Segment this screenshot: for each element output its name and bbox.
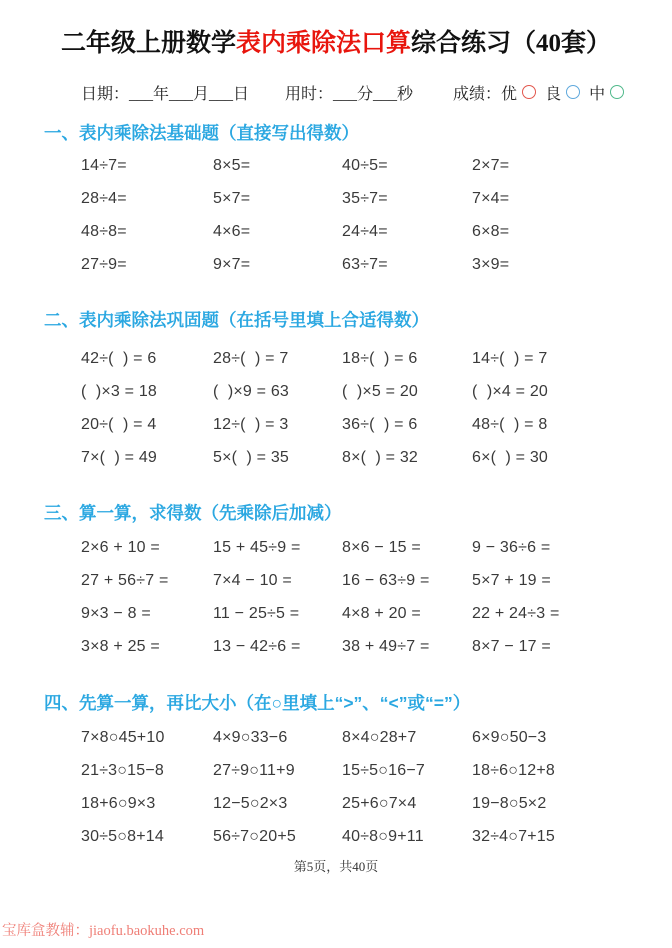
problem: 38 + 49÷7 = <box>342 638 430 656</box>
section-3-problems-grid <box>81 532 662 664</box>
problem: 11 − 25÷5 = <box>213 605 300 623</box>
score-circle-good <box>566 85 580 99</box>
problem: 7×4= <box>472 189 510 207</box>
problem: 20÷( ) = 4 <box>81 415 157 433</box>
problem: 15 + 45÷9 = <box>213 539 301 557</box>
problem: 12−5○2×3 <box>213 795 288 812</box>
problem: 18÷( ) = 6 <box>342 349 418 367</box>
problem: 14÷( ) = 7 <box>472 349 548 367</box>
section-1-problems-grid <box>81 149 662 281</box>
problem: 25+6○7×4 <box>342 795 417 812</box>
score-label: 成绩： <box>453 85 502 103</box>
problem: 3×9= <box>472 255 510 273</box>
info-line <box>81 81 672 104</box>
problem: 19−8○5×2 <box>472 795 547 812</box>
problem: 18+6○9×3 <box>81 795 156 812</box>
page-title <box>16 28 656 61</box>
problem: 4×9○33−6 <box>213 729 288 746</box>
problem: ( )×3 = 18 <box>81 382 158 400</box>
problem: 9×3 − 8 = <box>81 605 151 623</box>
problem: 5×7= <box>213 189 251 207</box>
score-option-medium-label: 中 <box>589 85 606 103</box>
problem: ( )×4 = 20 <box>472 382 549 400</box>
problem: 21÷3○15−8 <box>81 762 164 779</box>
problem: 28÷4= <box>81 189 127 207</box>
section-4-heading: 四、先算一算，再比大小（在○里填上“>”、“<”或“=”） <box>44 692 471 713</box>
problem: 27÷9= <box>81 255 127 273</box>
problem: 28÷( ) = 7 <box>213 349 289 367</box>
score-option-excellent-label: 优 <box>501 85 518 103</box>
problem: 24÷4= <box>342 222 388 240</box>
section-comparison-problems <box>0 692 672 854</box>
problem: 9×7= <box>213 255 251 273</box>
problem: 8×4○28+7 <box>342 729 417 746</box>
problem: 35÷7= <box>342 189 388 207</box>
score-field <box>453 81 633 104</box>
problem: 48÷8= <box>81 222 127 240</box>
problem: 15÷5○16−7 <box>342 762 425 779</box>
score-circle-medium <box>610 85 624 99</box>
title-highlight: 表内乘除法口算 <box>235 30 411 57</box>
section-fill-blank-problems <box>0 309 672 474</box>
problem: ( )×5 = 20 <box>342 382 419 400</box>
date-field: 日期：___年___月___日 <box>81 85 250 103</box>
problem: 9 − 36÷6 = <box>472 539 551 557</box>
section-3-heading: 三、算一算，求得数（先乘除后加减） <box>44 503 342 523</box>
section-4-problems-grid <box>81 722 662 854</box>
problem: 30÷5○8+14 <box>81 828 164 845</box>
problem: 48÷( ) = 8 <box>472 415 548 433</box>
problem: 63÷7= <box>342 255 388 273</box>
section-2-problems-grid <box>81 342 662 474</box>
problem: 27 + 56÷7 = <box>81 572 169 590</box>
problem: 6×( ) = 30 <box>472 448 549 466</box>
problem: 42÷( ) = 6 <box>81 349 157 367</box>
problem: 27÷9○11+9 <box>213 762 295 779</box>
problem: 18÷6○12+8 <box>472 762 555 779</box>
title-prefix: 二年级上册数学 <box>60 30 236 57</box>
page-number: 第5页，共40页 <box>293 858 379 874</box>
problem: 6×9○50−3 <box>472 729 547 746</box>
problem: 22 + 24÷3 = <box>472 605 560 623</box>
problem: 8×6 − 15 = <box>342 539 421 557</box>
problem: 3×8 + 25 = <box>81 638 160 656</box>
problem: 12÷( ) = 3 <box>213 415 289 433</box>
section-mixed-operations <box>0 502 672 664</box>
problem: 5×7 + 19 = <box>472 572 551 590</box>
problem: 14÷7= <box>81 156 127 174</box>
problem: 8×5= <box>213 156 251 174</box>
problem: 5×( ) = 35 <box>213 448 290 466</box>
problem: 8×( ) = 32 <box>342 448 419 466</box>
problem: 16 − 63÷9 = <box>342 572 430 590</box>
problem: 6×8= <box>472 222 510 240</box>
problem: 4×8 + 20 = <box>342 605 421 623</box>
time-field: 用时：___分___秒 <box>285 85 414 103</box>
problem: 32÷4○7+15 <box>472 828 555 845</box>
score-option-good <box>545 81 580 104</box>
score-option-good-label: 良 <box>545 85 562 103</box>
problem: 2×7= <box>472 156 510 174</box>
problem: 36÷( ) = 6 <box>342 415 418 433</box>
section-2-heading: 二、表内乘除法巩固题（在括号里填上合适得数） <box>44 310 429 331</box>
section-1-heading: 一、表内乘除法基础题（直接写出得数） <box>44 122 359 143</box>
score-option-medium <box>589 81 624 104</box>
problem: 7×( ) = 49 <box>81 448 158 466</box>
problem: 4×6= <box>213 222 251 240</box>
watermark-link[interactable]: 宝库盒教辅：jiaofu.baokuhe.com <box>2 923 205 939</box>
problem: 40÷5= <box>342 156 388 174</box>
problem: 2×6 + 10 = <box>81 539 160 557</box>
problem: 13 − 42÷6 = <box>213 638 301 656</box>
problem: ( )×9 = 63 <box>213 382 290 400</box>
problem: 56÷7○20+5 <box>213 828 296 845</box>
section-basic-problems <box>0 122 672 282</box>
problem: 7×8○45+10 <box>81 729 165 746</box>
score-circle-excellent <box>522 85 536 99</box>
title-suffix: 综合练习（40套） <box>411 30 612 57</box>
problem: 40÷8○9+11 <box>342 828 424 845</box>
score-option-excellent <box>501 81 536 104</box>
problem: 8×7 − 17 = <box>472 638 551 656</box>
problem: 7×4 − 10 = <box>213 572 292 590</box>
